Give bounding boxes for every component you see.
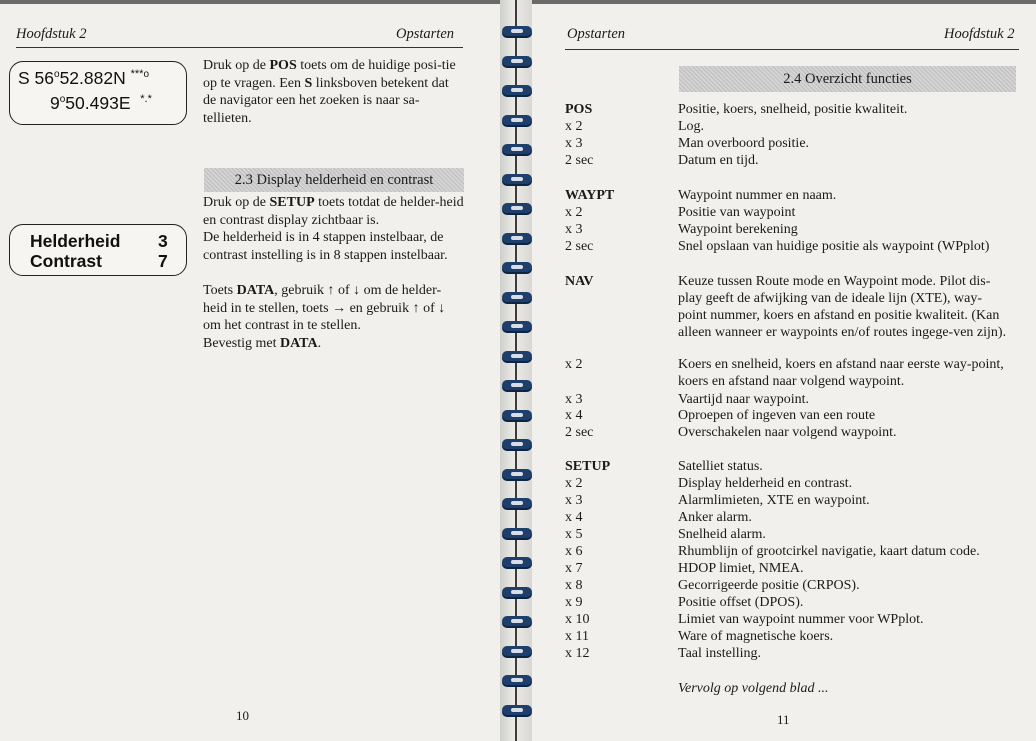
lcd-contrast-label: Contrast — [30, 251, 102, 271]
function-description: Man overboord positie. — [678, 136, 810, 151]
binding-coil — [502, 410, 532, 420]
function-key: x 2 — [565, 476, 583, 491]
binding-coil — [502, 115, 532, 125]
binding-coil — [502, 616, 532, 626]
brightness-contrast-lcd — [9, 224, 187, 276]
function-key: x 8 — [565, 578, 583, 593]
binding-coil — [502, 26, 532, 36]
right-page-number: 11 — [777, 712, 790, 727]
binding-coil — [502, 292, 532, 302]
binding-coil — [502, 528, 532, 538]
binding-coil — [502, 557, 532, 567]
lcd-latitude-line: S 56$^o$52.882N $^{***o}$ — [18, 68, 150, 88]
function-description: Gecorrigeerde positie (CRPOS). — [678, 578, 860, 593]
confirm-text: Bevestig met DATA. — [203, 336, 322, 351]
function-description: Oproepen of ingeven van een route — [678, 408, 876, 423]
pos-intro-text: Druk op de POS toets om de huidige posi-tie op te vragen. Een S linksboven betekent dat de navigator een het zoeken is naar sa-tellieten. — [203, 58, 456, 126]
function-key: 2 sec — [565, 239, 594, 254]
binding-coil — [502, 56, 532, 66]
lcd-brightness-value: 3 — [158, 231, 168, 251]
function-description: Display helderheid en contrast. — [678, 476, 853, 491]
function-description: Positie, koers, snelheid, positie kwaliteit. — [678, 102, 908, 117]
setup-instruction-text: Druk op de SETUP toets totdat de helder-heid en contrast display zichtbaar is. — [203, 195, 464, 228]
function-description: Positie offset (DPOS). — [678, 595, 804, 610]
binding-coil — [502, 144, 532, 154]
function-description: Vaartijd naar waypoint. — [678, 392, 810, 407]
binding-coil — [502, 469, 532, 479]
function-key: x 2 — [565, 357, 583, 372]
function-key: SETUP — [565, 459, 611, 474]
continued-note: Vervolg op volgend blad ... — [678, 681, 829, 696]
function-key: x 3 — [565, 136, 583, 151]
function-description: Snelheid alarm. — [678, 527, 766, 542]
data-adjust-text: Toets DATA, gebruik ↑ of ↓ om de helder-heid in te stellen, toets → en gebruik ↑ of ↓ om het contrast in te stellen. — [203, 283, 446, 333]
function-description: Snel opslaan van huidige positie als waypoint (WPplot) — [678, 239, 990, 254]
function-description: Limiet van waypoint nummer voor WPplot. — [678, 612, 924, 627]
section-banner-2-4: 2.4 Overzicht functies — [679, 66, 1016, 92]
function-description: Koers en snelheid, koers en afstand naar eerste way-point, koers en afstand naar volgend waypoint. — [678, 357, 1004, 389]
function-key: x 10 — [565, 612, 590, 627]
function-description: Datum en tijd. — [678, 153, 759, 168]
function-key: x 3 — [565, 222, 583, 237]
binding-coil — [502, 587, 532, 597]
function-key: x 2 — [565, 119, 583, 134]
right-chapter-header: Hoofdstuk 2 — [944, 26, 1015, 42]
function-key: POS — [565, 102, 593, 117]
function-key: x 2 — [565, 205, 583, 220]
binding-coil — [502, 174, 532, 184]
function-description: Waypoint nummer en naam. — [678, 188, 837, 203]
left-page — [0, 4, 508, 741]
position-lcd-display — [9, 61, 187, 125]
lcd-contrast-value: 7 — [158, 251, 168, 271]
function-description: Positie van waypoint — [678, 205, 796, 220]
function-key: x 11 — [565, 629, 589, 644]
function-description: Satelliet status. — [678, 459, 763, 474]
function-key: x 5 — [565, 527, 583, 542]
right-header-rule — [565, 49, 1019, 50]
function-description: Rhumblijn of grootcirkel navigatie, kaart datum code. — [678, 544, 980, 559]
function-key: x 4 — [565, 408, 583, 423]
binding-coil — [502, 705, 532, 715]
binding-coil — [502, 380, 532, 390]
function-key: x 3 — [565, 493, 583, 508]
function-key: x 3 — [565, 392, 583, 407]
binding-coil — [502, 646, 532, 656]
steps-text: De helderheid is in 4 stappen instelbaar, de contrast instelling is in 8 stappen instelbaar. — [203, 230, 448, 263]
right-section-header: Opstarten — [567, 26, 625, 42]
function-description: Overschakelen naar volgend waypoint. — [678, 425, 897, 440]
function-description: Alarmlimieten, XTE en waypoint. — [678, 493, 870, 508]
left-page-number: 10 — [236, 708, 249, 723]
binding-coil — [502, 675, 532, 685]
left-section-header: Opstarten — [396, 26, 454, 42]
binding-coil — [502, 498, 532, 508]
binding-coil — [502, 321, 532, 331]
function-description: HDOP limiet, NMEA. — [678, 561, 804, 576]
lcd-longitude-line: 9$^o$50.493E *.* — [50, 93, 152, 113]
left-chapter-header: Hoofdstuk 2 — [16, 26, 87, 42]
function-key: WAYPT — [565, 188, 615, 203]
function-description: Ware of magnetische koers. — [678, 629, 834, 644]
function-description: Keuze tussen Route mode en Waypoint mode. Pilot dis-play geeft de afwijking van de ideale lijn (XTE), way-point nummer, koers en afstand en positie kwaliteit. (Kan alleen wanneer er waypoints en/of routes ingege-ven zijn). — [678, 274, 1007, 340]
lcd-brightness-label: Helderheid — [30, 231, 121, 251]
binding-coil — [502, 85, 532, 95]
function-description: Waypoint berekening — [678, 222, 798, 237]
function-key: x 6 — [565, 544, 583, 559]
binding-coil — [502, 203, 532, 213]
section-banner-2-3: 2.3 Display helderheid en contrast — [204, 168, 464, 192]
function-description: Anker alarm. — [678, 510, 752, 525]
function-key: x 7 — [565, 561, 583, 576]
function-key: 2 sec — [565, 425, 594, 440]
function-key: x 4 — [565, 510, 583, 525]
function-key: x 12 — [565, 646, 590, 661]
binding-coil — [502, 262, 532, 272]
binding-spine — [515, 0, 517, 741]
binding-coil — [502, 351, 532, 361]
binding-coil — [502, 233, 532, 243]
binding-coil — [502, 439, 532, 449]
function-key: NAV — [565, 274, 594, 289]
function-description: Taal instelling. — [678, 646, 762, 661]
function-key: x 9 — [565, 595, 583, 610]
left-header-rule — [16, 47, 463, 48]
function-key: 2 sec — [565, 153, 594, 168]
function-description: Log. — [678, 119, 705, 134]
